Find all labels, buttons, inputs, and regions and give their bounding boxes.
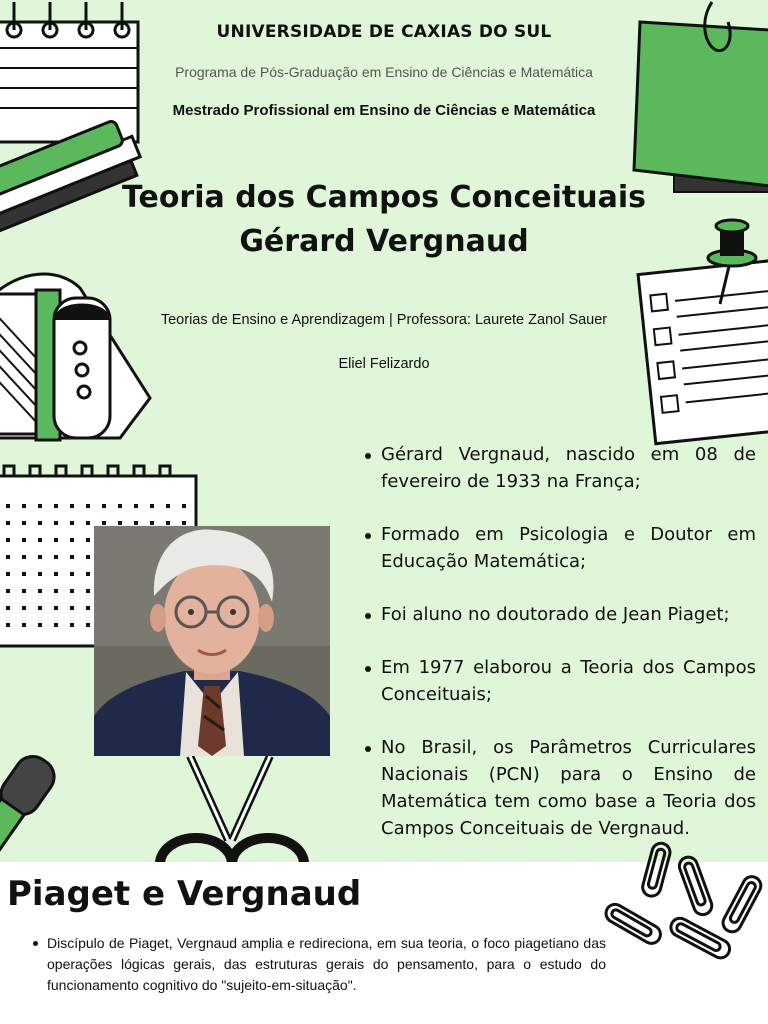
calendar-dot bbox=[38, 521, 42, 525]
calendar-dot bbox=[70, 521, 74, 525]
calendar-dot bbox=[118, 504, 122, 508]
calendar-dot bbox=[6, 538, 10, 542]
calendar-dot bbox=[102, 504, 106, 508]
calendar-dot bbox=[86, 538, 90, 542]
list-item: Discípulo de Piaget, Vergnaud amplia e redireciona, em sua teoria, o foco piagetiano das operações lógicas gerais, das estruturas gerais do pensamento, para o estudo do funcionamento cognitivo do "sujeito-em-situação". bbox=[30, 933, 606, 996]
list-item: Em 1977 elaborou a Teoria dos Campos Conceituais; bbox=[358, 654, 756, 708]
scissors-icon bbox=[150, 756, 310, 862]
calendar-dot bbox=[38, 504, 42, 508]
calendar-dot bbox=[70, 572, 74, 576]
calendar-dot bbox=[86, 606, 90, 610]
calendar-dot bbox=[70, 589, 74, 593]
calendar-dot bbox=[54, 623, 58, 627]
program-name: Programa de Pós-Graduação em Ensino de Ciências e Matemática bbox=[175, 64, 593, 80]
calendar-dot bbox=[38, 623, 42, 627]
calendar-dot bbox=[166, 504, 170, 508]
calendar-dot bbox=[6, 606, 10, 610]
calendar-dot bbox=[38, 589, 42, 593]
calendar-dot bbox=[150, 521, 154, 525]
calendar-dot bbox=[86, 589, 90, 593]
calendar-dot bbox=[6, 555, 10, 559]
calendar-dot bbox=[22, 555, 26, 559]
university-name: UNIVERSIDADE DE CAXIAS DO SUL bbox=[216, 22, 552, 42]
paperclip-icon bbox=[612, 862, 768, 972]
course-info: Teorias de Ensino e Aprendizagem | Professora: Laurete Zanol Sauer bbox=[160, 312, 608, 328]
calendar-dot bbox=[22, 538, 26, 542]
calendar-dot bbox=[38, 572, 42, 576]
calendar-dot bbox=[118, 521, 122, 525]
binder-icon bbox=[0, 268, 165, 432]
calendar-dot bbox=[6, 623, 10, 627]
calendar-dot bbox=[54, 504, 58, 508]
page-title bbox=[0, 176, 768, 264]
calendar-dot bbox=[22, 589, 26, 593]
title-line-2: Gérard Vergnaud bbox=[239, 224, 529, 259]
list-item: Foi aluno no doutorado de Jean Piaget; bbox=[358, 601, 756, 628]
calendar-dot bbox=[54, 589, 58, 593]
calendar-dot bbox=[86, 504, 90, 508]
calendar-dot bbox=[134, 504, 138, 508]
calendar-dot bbox=[22, 623, 26, 627]
calendar-dot bbox=[70, 555, 74, 559]
calendar-dot bbox=[102, 521, 106, 525]
biography-list bbox=[358, 441, 756, 862]
author-name: Eliel Felizardo bbox=[338, 356, 430, 372]
calendar-dot bbox=[86, 623, 90, 627]
calendar-dot bbox=[86, 521, 90, 525]
pen-icon bbox=[10, 755, 160, 862]
list-item: Formado em Psicologia e Doutor em Educação Matemática; bbox=[358, 521, 756, 575]
calendar-dot bbox=[70, 504, 74, 508]
calendar-dot bbox=[70, 623, 74, 627]
calendar-dot bbox=[182, 521, 186, 525]
calendar-dot bbox=[86, 572, 90, 576]
calendar-dot bbox=[70, 538, 74, 542]
calendar-dot bbox=[6, 521, 10, 525]
calendar-dot bbox=[38, 606, 42, 610]
calendar-dot bbox=[134, 521, 138, 525]
calendar-dot bbox=[182, 504, 186, 508]
calendar-dot bbox=[86, 555, 90, 559]
section-title: Piaget e Vergnaud bbox=[7, 874, 362, 914]
calendar-dot bbox=[54, 606, 58, 610]
title-line-1: Teoria dos Campos Conceituais bbox=[122, 180, 646, 215]
calendar-dot bbox=[70, 606, 74, 610]
list-item: Gérard Vergnaud, nascido em 08 de fevereiro de 1933 na França; bbox=[358, 441, 756, 495]
calendar-dot bbox=[6, 504, 10, 508]
calendar-dot bbox=[166, 521, 170, 525]
section-list bbox=[30, 933, 606, 996]
portrait-photo bbox=[94, 526, 330, 756]
masters-name: Mestrado Profissional em Ensino de Ciências e Matemática bbox=[172, 102, 596, 119]
calendar-dot bbox=[38, 555, 42, 559]
calendar-dot bbox=[22, 606, 26, 610]
calendar-dot bbox=[6, 589, 10, 593]
calendar-dot bbox=[6, 572, 10, 576]
calendar-dot bbox=[22, 521, 26, 525]
calendar-dot bbox=[22, 504, 26, 508]
calendar-dot bbox=[54, 572, 58, 576]
calendar-dot bbox=[22, 572, 26, 576]
calendar-dot bbox=[38, 538, 42, 542]
calendar-dot bbox=[54, 555, 58, 559]
calendar-dot bbox=[150, 504, 154, 508]
calendar-dot bbox=[54, 538, 58, 542]
list-item: No Brasil, os Parâmetros Curriculares Nacionais (PCN) para o Ensino de Matemática tem como base a Teoria dos Campos Conceituais de Vergnaud. bbox=[358, 734, 756, 842]
calendar-dot bbox=[54, 521, 58, 525]
